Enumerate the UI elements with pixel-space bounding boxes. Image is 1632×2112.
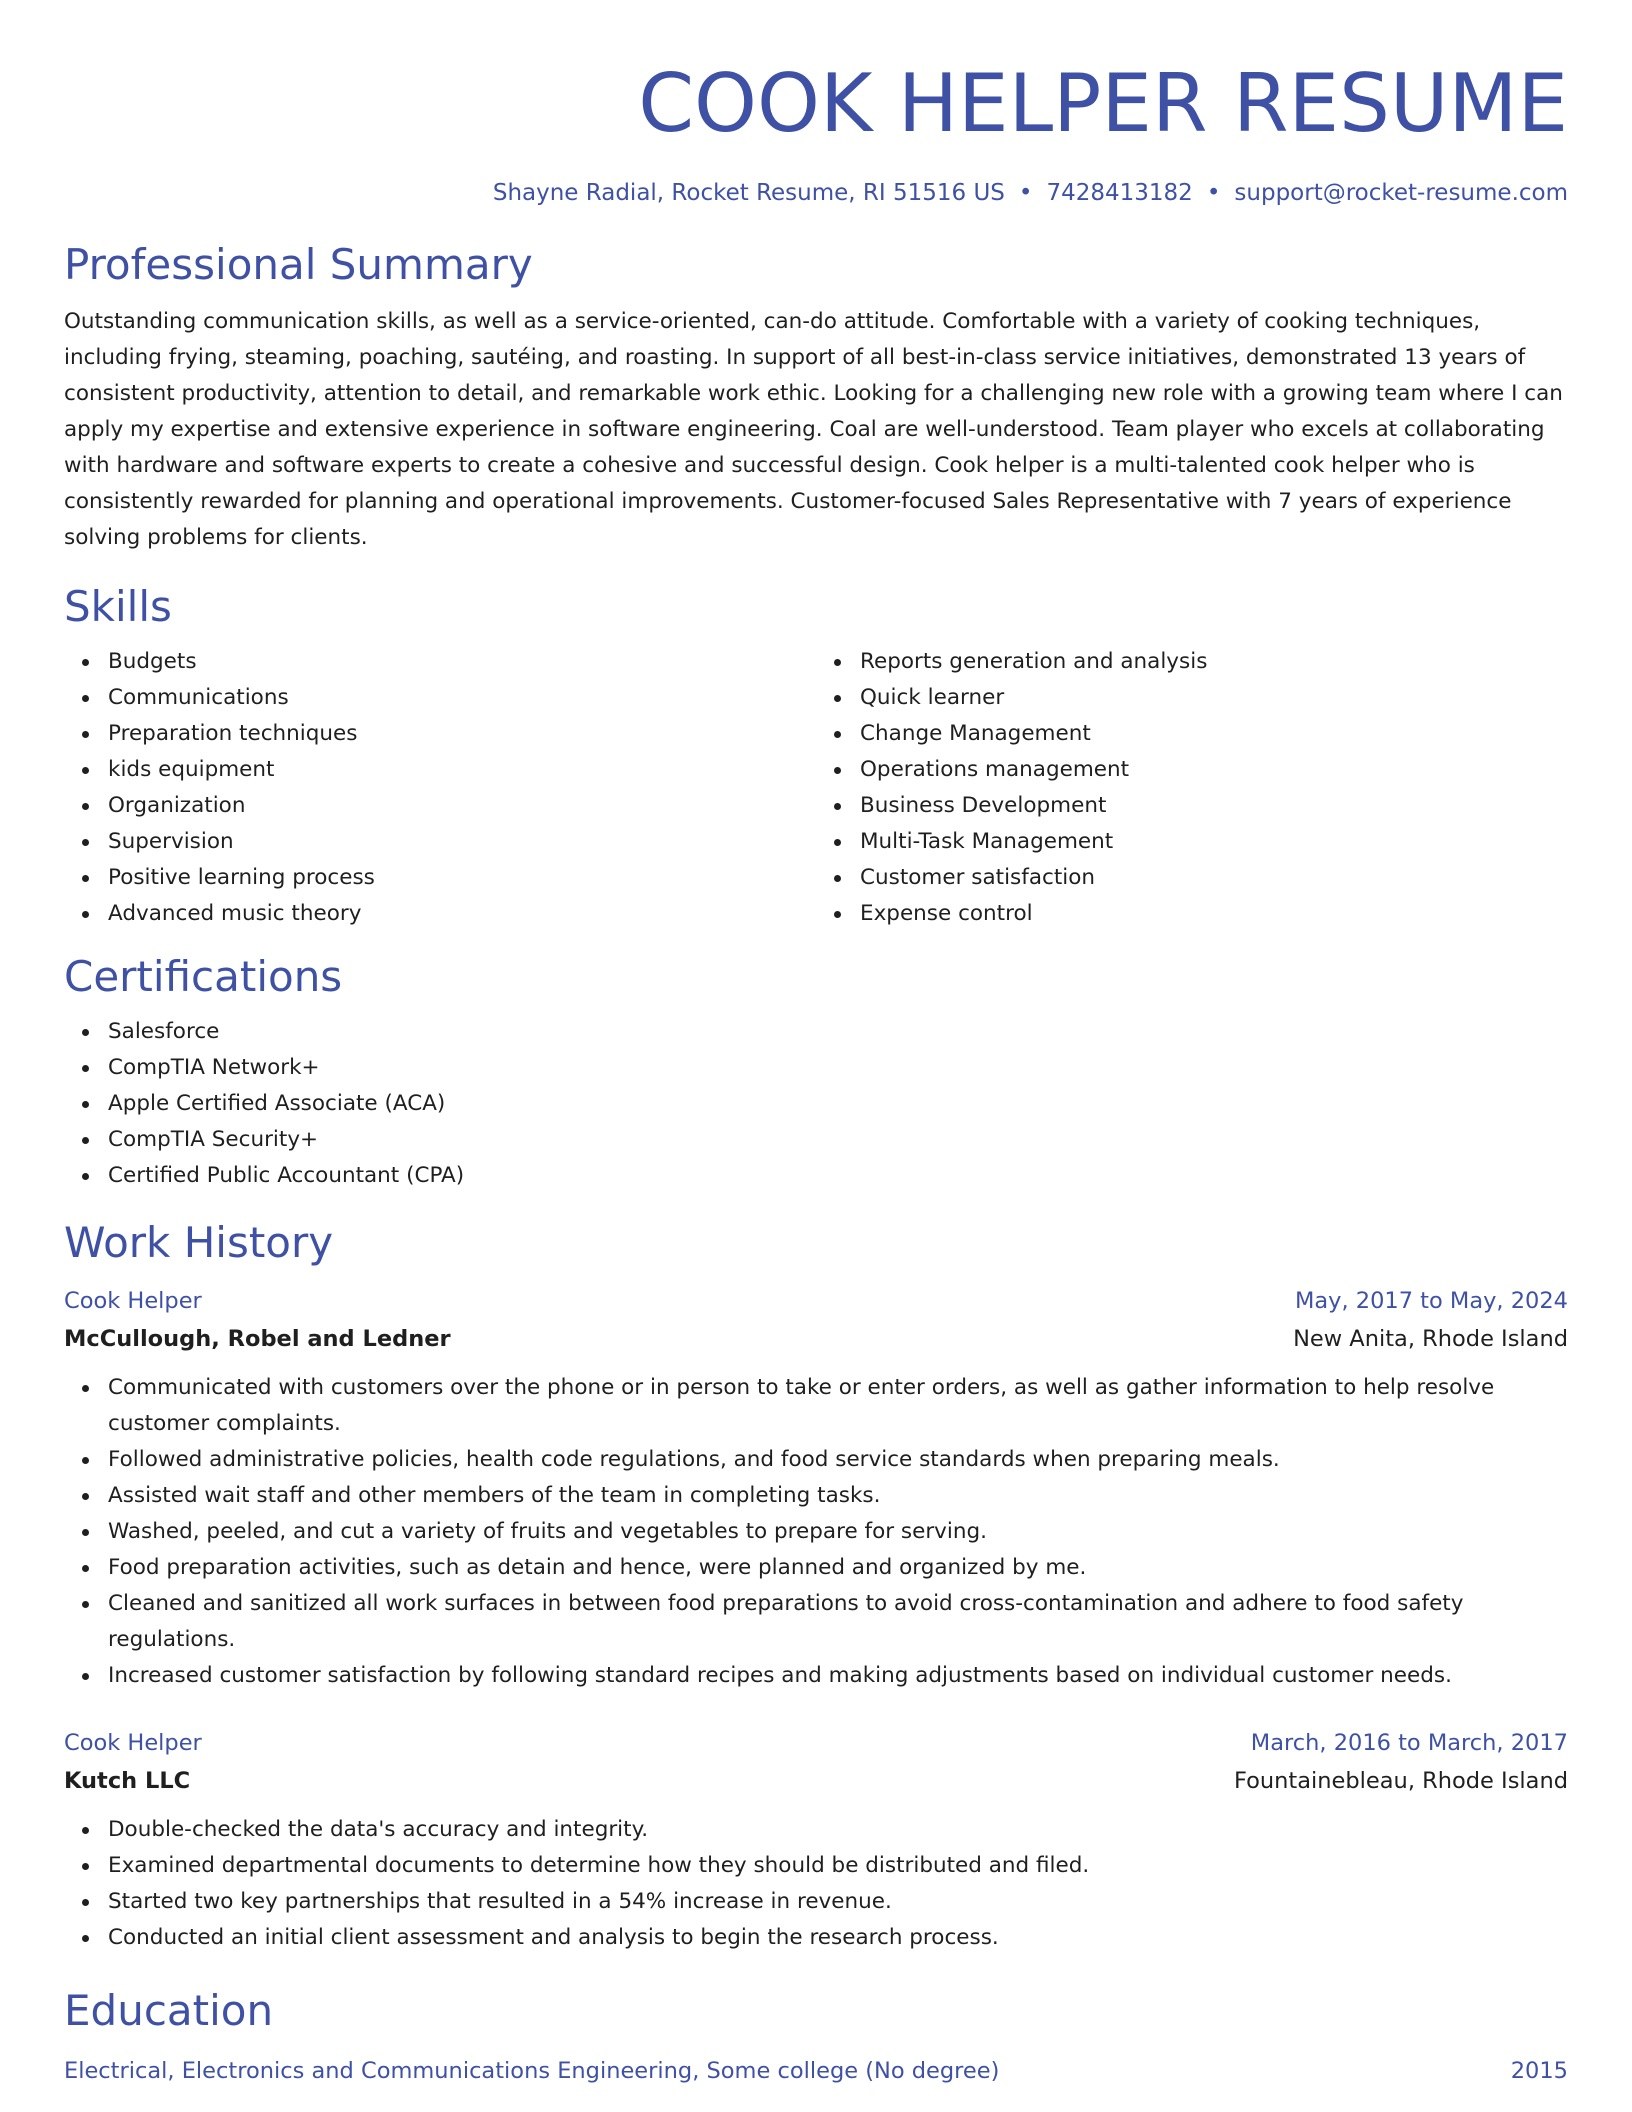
education-heading: Education [64, 1986, 274, 2035]
skill-item: Advanced music theory [108, 896, 816, 932]
skill-item: Positive learning process [108, 860, 816, 896]
job-company-row [64, 1320, 1568, 1358]
job-company: McCullough, Robel and Ledner [64, 1326, 451, 1352]
contact-separator: • [1206, 180, 1221, 206]
summary-text: Outstanding communication skills, as well as a service-oriented, can-do attitude. Comfortable with a variety of cooking techniques, including frying, steaming, poaching, sautéing, and roasting. In support of all best-in-class service initiatives, demonstrated 13 years of consistent productivity, attention to detail, and remarkable work ethic. Looking for a challenging new role with a growing team where I can apply my expertise and extensive experience in software engineering. Coal are well-understood. Team player who excels at collaborating with hardware and software experts to create a cohesive and successful design. Cook helper is a multi-talented cook helper who is consistently rewarded for planning and operational improvements. Customer-focused Sales Representative with 7 years of experience solving problems for clients. [64, 309, 1563, 550]
job-bullet: Washed, peeled, and cut a variety of fruits and vegetables to prepare for serving. [108, 1514, 1568, 1550]
contact-email: support@rocket-resume.com [1234, 180, 1568, 206]
skill-item: Expense control [860, 896, 1568, 932]
skill-item: Change Management [860, 716, 1568, 752]
resume-title: COOK HELPER RESUME [638, 57, 1568, 150]
certifications-list [64, 1014, 1568, 1194]
skill-item: Supervision [108, 824, 816, 860]
certifications-heading: Certifications [64, 952, 343, 1001]
job-location: Fountainebleau, Rhode Island [1234, 1768, 1568, 1794]
skills-list-left [64, 644, 816, 932]
skill-item: Preparation techniques [108, 716, 816, 752]
job-role: Cook Helper [64, 1288, 202, 1314]
skill-item: Reports generation and analysis [860, 644, 1568, 680]
certification-item: CompTIA Network+ [108, 1050, 1568, 1086]
contact-phone: 7428413182 [1046, 180, 1193, 206]
skill-item: Operations management [860, 752, 1568, 788]
job-bullet: Examined departmental documents to determine how they should be distributed and filed. [108, 1848, 1568, 1884]
job-bullet: Food preparation activities, such as detain and hence, were planned and organized by me. [108, 1550, 1568, 1586]
job-dates: May, 2017 to May, 2024 [1294, 1288, 1568, 1314]
skill-item: Organization [108, 788, 816, 824]
work-history-heading: Work History [64, 1218, 334, 1267]
job-role: Cook Helper [64, 1730, 202, 1756]
certification-item: Apple Certified Associate (ACA) [108, 1086, 1568, 1122]
job-bullet: Double-checked the data's accuracy and integrity. [108, 1812, 1568, 1848]
contact-line [64, 178, 1568, 208]
job-bullet: Conducted an initial client assessment and analysis to begin the research process. [108, 1920, 1568, 1956]
summary-heading: Professional Summary [64, 240, 533, 289]
education-year: 2015 [1510, 2058, 1568, 2084]
job-bullets [64, 1370, 1568, 1694]
skills-columns [64, 644, 1568, 932]
contact-address: Shayne Radial, Rocket Resume, RI 51516 US [492, 180, 1005, 206]
education-row [64, 2054, 1568, 2088]
skill-item: Multi-Task Management [860, 824, 1568, 860]
job-bullet: Followed administrative policies, health code regulations, and food service standards when preparing meals. [108, 1442, 1568, 1478]
job-dates: March, 2016 to March, 2017 [1250, 1730, 1568, 1756]
job-location: New Anita, Rhode Island [1293, 1326, 1568, 1352]
job-header-row [64, 1282, 1568, 1320]
job-bullet: Increased customer satisfaction by following standard recipes and making adjustments based on individual customer needs. [108, 1658, 1568, 1694]
job-header-row [64, 1724, 1568, 1762]
skills-list-right [816, 644, 1568, 932]
certification-item: Certified Public Accountant (CPA) [108, 1158, 1568, 1194]
skill-item: Quick learner [860, 680, 1568, 716]
job-company: Kutch LLC [64, 1768, 191, 1794]
skill-item: Business Development [860, 788, 1568, 824]
education-degree: Electrical, Electronics and Communications Engineering, Some college (No degree) [64, 2058, 1000, 2084]
certification-item: CompTIA Security+ [108, 1122, 1568, 1158]
job-entry [64, 1724, 1568, 1956]
skill-item: Communications [108, 680, 816, 716]
skill-item: Budgets [108, 644, 816, 680]
contact-separator: • [1018, 180, 1033, 206]
skill-item: kids equipment [108, 752, 816, 788]
skill-item: Customer satisfaction [860, 860, 1568, 896]
job-bullet: Cleaned and sanitized all work surfaces in between food preparations to avoid cross-contamination and adhere to food safety regulations. [108, 1586, 1568, 1658]
certification-item: Salesforce [108, 1014, 1568, 1050]
skills-heading: Skills [64, 582, 172, 631]
job-bullet: Communicated with customers over the phone or in person to take or enter orders, as well as gather information to help resolve customer complaints. [108, 1370, 1568, 1442]
job-entry [64, 1282, 1568, 1694]
job-bullets [64, 1812, 1568, 1956]
job-bullet: Assisted wait staff and other members of the team in completing tasks. [108, 1478, 1568, 1514]
job-company-row [64, 1762, 1568, 1800]
job-bullet: Started two key partnerships that resulted in a 54% increase in revenue. [108, 1884, 1568, 1920]
